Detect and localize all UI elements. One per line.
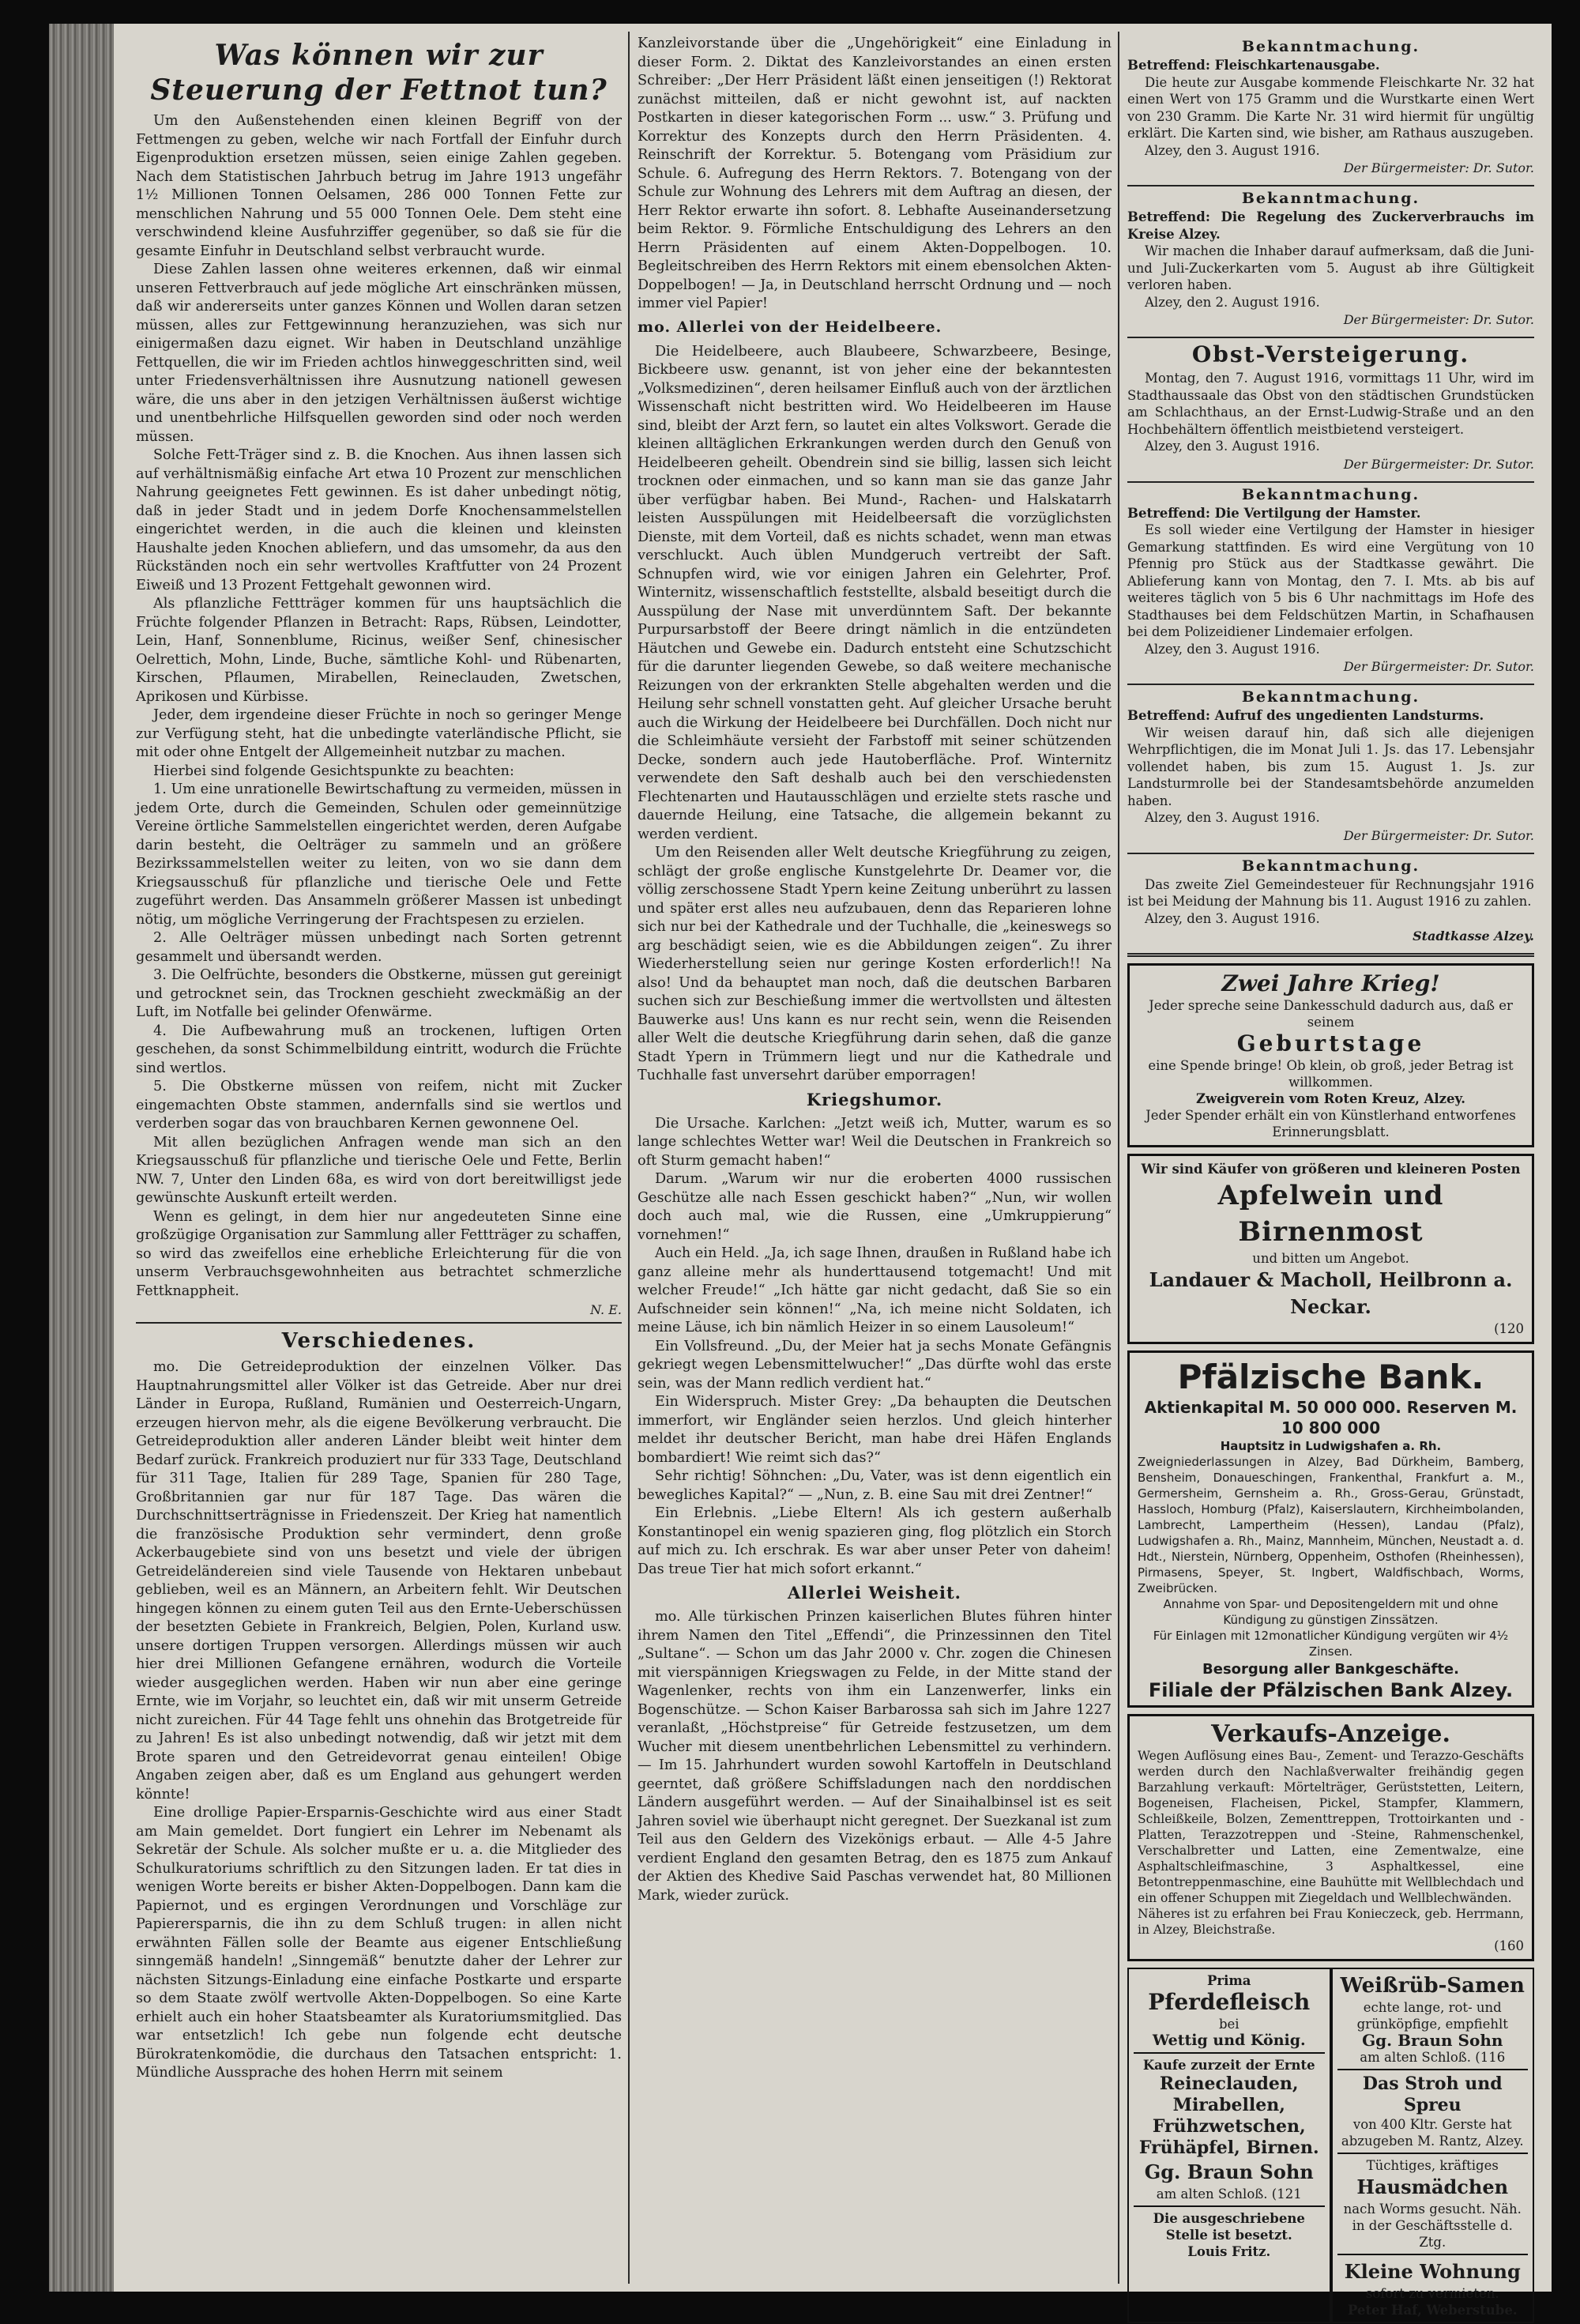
paragraph: Sehr richtig! Söhnchen: „Du, Vater, was ist denn eigentlich ein bewegliches Kapital?“ — „Nun, z. B. eine Sau mit drei Zentner!“ (638, 1468, 1112, 1503)
ad-intro: Kaufe zurzeit der Ernte (1142, 2058, 1315, 2073)
notice-title: Bekanntmachung. (1241, 857, 1420, 875)
paragraph: Solche Fett-Träger sind z. B. die Knochen. Aus ihnen lassen sich auf verhältnismäßig einfache Art etwa 10 Prozent zur menschlichen Nahrung geeignetes Fett gewinnen. Es ist daher unbedingt nötig, daß in jeder Stadt und in jedem Dorfe Knochensammelstellen eingerichtet werden, in die auch die kleinen und kleinsten Haushalte jeden Knochen abliefern, und das umsomehr, da aus den Rückständen noch ein sehr wertvolles Kraftfutter von 24 Prozent Eiweiß und 13 Prozent Fettgehalt gewonnen wird. (136, 447, 622, 593)
ad-names: Wettig und König. (1152, 2032, 1306, 2049)
notice-title: Bekanntmachung. (1241, 485, 1420, 503)
notice-subject: Betreffend: Aufruf des ungedienten Landsturms. (1127, 708, 1484, 723)
book-binding (49, 24, 114, 2292)
paragraph: 2. Alle Oelträger müssen unbedingt nach Sorten getrennt gesammelt und übersandt werden. (136, 930, 622, 965)
paragraph: Hierbei sind folgende Gesichtspunkte zu beachten: (153, 763, 514, 779)
ad-reference: (120 (1494, 1321, 1524, 1336)
ad-title: Pferdefleisch (1148, 1989, 1311, 2015)
ad-address: am alten Schloß. (116 (1360, 2050, 1506, 2065)
ad-text: von 400 Kltr. Gerste hat abzugeben M. Rantz, Alzey. (1341, 2117, 1524, 2149)
ad-firm: Landauer & Macholl, Heilbronn a. Neckar. (1149, 1268, 1513, 1318)
notice-zucker (1127, 186, 1534, 338)
paragraph: Mit allen bezüglichen Anfragen wende man sich an den Kriegsausschuß für pflanzliche und tierische Oele und Fette, Berlin NW. 7, Unter den Linden 68a, es wird von dort bereitwilligst jede gewünschte Auskunft erteilt werden. (136, 1134, 622, 1206)
notice-text: Es soll wieder eine Vertilgung der Hamster in hiesiger Gemarkung stattfinden. Es wird eine Vergütung von 10 Pfennig pro Stück aus der Stadtkasse gewährt. Die Ablieferung kann von Montag, den 7. I. Mts. ab bis auf weiteres täglich von 5 bis 6 Uhr nachmittags im Hofe des Stadthauses bei dem Feldschützen Martin, in Schafhausen bei dem Polizeidiener Lindemaier erfolgen. (1127, 522, 1534, 639)
notice-date: Alzey, den 2. August 1916. (1145, 294, 1320, 310)
ad-firm: Gg. Braun Sohn (1144, 2160, 1314, 2183)
ad-capital: Aktienkapital M. 50 000 000. Reserven M. 10 800 000 (1144, 1398, 1518, 1437)
ad-divider (1134, 2052, 1325, 2054)
notice-signature: Der Bürgermeister: Dr. Sutor. (1343, 659, 1534, 674)
paragraph: Eine drollige Papier-Ersparnis-Geschichte wird aus einer Stadt am Main gemeldet. Dort fungiert ein Lehrer im Nebenamt als Sekretär der Schule. Als solcher mußte er u. a. die Mitglieder des Schulkuratoriums schriftlich zu den Sitzungen laden. Er tat dies in wenigen Worte bereits er bisher Akten-Doppelbogen. Dann kam die Papiernot, und es ergingen Verordnungen und Vorschläge zur Papierersparnis, die ihn zu dem Schluß trugen: in allen nicht erwähnten Fällen solle der Beamte aus eigener Entschließung sinngemäß handeln! „Sinngemäß“ benutzte daher der Lehrer zur nächsten Sitzungs-Einladung eine einfache Postkarte und ersparte so dem Staate zwölf wertvolle Akten-Doppelbogen. So eine Karte erhielt auch ein hoher Staatsbeamter als Kuratoriumsmitglied. Das war entsetzlich! Ich gebe nun folgende echt deutsche Bürokratenkomödie, die durchaus den Tatsachen entspricht: 1. Mündliche Aussprache des hohen Herrn mit seinem (136, 1805, 622, 2081)
ad-title: Weißrüb-Samen (1340, 1974, 1525, 1998)
ad-divider (1337, 2153, 1529, 2154)
notice-subject: Betreffend: Fleischkartenausgabe. (1127, 58, 1380, 73)
paragraph: 4. Die Aufbewahrung muß an trockenen, luftigen Orten geschehen, da sonst Schimmelbildung eintritt, wodurch die Früchte sind wertlos. (136, 1023, 622, 1076)
notice-hamster (1127, 483, 1534, 686)
notice-date: Alzey, den 3. August 1916. (1145, 910, 1320, 926)
notice-text: Das zweite Ziel Gemeindesteuer für Rechnungsjahr 1916 ist bei Meidung der Mahnung bis 11. August 1916 zu zahlen. (1127, 876, 1534, 909)
notice-obst-versteigerung (1127, 338, 1534, 483)
paragraph: 1. Um eine unrationelle Bewirtschaftung zu vermeiden, müssen in jedem Orte, durch die Gemeinden, Schulen oder gemeinnützige Vereine örtliche Sammelstellen eingerichtet werden, deren Aufgabe darin besteht, die Oelträger zu sammeln und an größere Bezirkssammelstellen weiter zu leiten, von wo sie dann dem Kriegsausschuß für pflanzliche und tierische Oele und Fette zugeführt werden. Das Ansammeln größerer Massen ist unbedingt nötig, um mögliche Verringerung der Frachtspesen zu erzielen. (136, 782, 622, 928)
paragraph: Ein Erlebnis. „Liebe Eltern! Als ich gestern außerhalb Konstantinopel ein wenig spazieren ging, flog plötzlich ein Storch auf mich zu. Ich erschrak. Es war aber unser Peter von daheim! Das treue Tier hat mich sofort erkannt.“ (638, 1505, 1112, 1577)
ad-text: Für Einlagen mit 12monatlicher Kündigung vergüten wir 4½ Zinsen. (1153, 1629, 1509, 1659)
ad-title: Hausmädchen (1356, 2175, 1509, 2198)
ad-items: Reineclauden, Mirabellen, Frühzwetschen, Frühäpfel, Birnen. (1138, 2074, 1319, 2158)
notice-title: Obst-Versteigerung. (1191, 341, 1470, 367)
ad-text: Die ausgeschriebene Stelle ist besetzt. (1153, 2211, 1305, 2243)
notice-fleischkarten (1127, 35, 1534, 186)
section-heading-weisheit: Allerlei Weisheit. (788, 1583, 961, 1603)
notice-signature: Der Bürgermeister: Dr. Sutor. (1343, 312, 1534, 327)
ad-title: Das Stroh und Spreu (1362, 2074, 1503, 2115)
notice-subject: Betreffend: Die Regelung des Zuckerverbrauchs im Kreise Alzey. (1127, 209, 1534, 242)
section-heading-kriegshumor: Kriegshumor. (806, 1089, 943, 1109)
notice-title: Bekanntmachung. (1241, 190, 1420, 207)
ad-branches: Zweigniederlassungen in Alzey, Bad Dürkheim, Bamberg, Bensheim, Donaueschingen, Frankenthal, Frankfurt a. M., Germersheim, Gernsheim a. Rh., Gross-Gerau, Grünstadt, Hassloch, Homburg (Pfalz), Kaiserslautern, Kirchheimbolanden, Lambrecht, Lampertheim (Hessen), Landau (Pfalz), Ludwigshafen a. Rh., Mainz, Mannheim, München, Neustadt a. d. Hdt., Nierstein, Nürnberg, Oppenheim, Osthofen (Rheinhessen), Pirmasens, Speyer, St. Ingbert, Waldfischbach, Worms, Zweibrücken. (1138, 1455, 1524, 1595)
ad-apfelwein (1127, 1154, 1534, 1344)
paragraph: mo. Die Getreideproduktion der einzelnen Völker. Das Hauptnahrungsmittel aller Völker ist das Getreide. Aber nur drei Länder in Europa, Rußland, Rumänien und Oesterreich-Ungarn, erzeugen hiervon mehr, als die eigene Bevölkerung verbraucht. Die Getreideproduktion aller anderen Länder bleibt weit hinter dem Bedarf zurück. Frankreich produziert nur für 333 Tage, Deutschland für 311 Tage, Italien für 289 Tage, Spanien für 280 Tage, Großbritannien gar nur für 187 Tage. Das wären die Durchschnittserträgnisse in Friedenszeit. Der Krieg hat namentlich die französische Produktion sehr vermindert, denn große Ackerbaugebiete sind von uns besetzt und viele der übrigen Getreideländereien sind viele Tausende von Hektaren unbebaut geblieben, weil es an Männern, an Arbeitern fehlt. Wir Deutschen hingegen können zu einem guten Teil aus den Ernte-Ueberschüssen der besetzten Gebiete in Frankreich, Belgien, Polen, Kurland usw. unsere dortigen Truppen versorgen. Allerdings müssen wir auch hier drei Millionen Gefangene ernähren, wodurch die Vorteile wieder ausgeglichen werden. Haben wir nun aber eine geringe Ernte, wie im Vorjahr, so leuchtet ein, daß wir mit unserm Getreide nicht zureichen. Für 44 Tage fehlt uns ohnehin das Brotgetreide für zu Jahren! Es ist also unbedingt notwendig, daß wir jetzt mit dem Brote sparen und den Getreidevorrat genau einteilen! Obige Angaben zeigen aber, daß es um England aus gehungert werden könnte! (136, 1359, 622, 1802)
section-divider (136, 1322, 622, 1324)
paragraph: 3. Die Oelfrüchte, besonders die Obstkerne, müssen gut gereinigt und getrocknet sein, das Trocknen geschieht zweckmäßig an der Luft, im Notfalle bei gelinder Ofenwärme. (136, 967, 622, 1020)
notice-date: Alzey, den 3. August 1916. (1145, 641, 1320, 657)
notice-date: Alzey, den 3. August 1916. (1145, 439, 1320, 454)
ad-text: sofort zu vermieten. (1365, 2286, 1499, 2301)
ad-address: am alten Schloß. (121 (1156, 2187, 1302, 2202)
newspaper-page (49, 24, 1552, 2318)
ad-text: Wegen Auflösung eines Bau-, Zement- und Terazzo-Geschäfts werden durch den Nachlaßverwalter freihändig gegen Barzahlung verkauft: Mörtelträger, Gerüststetten, Leitern, Bogeneisen, Flacheisen, Pickel, Stampfer, Klammern, Schleißkeile, Bolzen, Zementtreppen, Trottoirkanten und -Platten, Terazzotreppen und -Steine, Rahmenschenkel, Verschalbretter und Latten, eine Zementwalze, eine Asphaltschleifmaschine, 3 Asphaltkessel, eine Betontreppenmaschine, eine Bauhütte mit Wellblechdach und ein offener Schuppen mit Ziegeldach und Wellblechwänden. (1138, 1749, 1524, 1905)
ad-title: Apfelwein und Birnenmost (1217, 1180, 1444, 1248)
article-heading-fettnot: Was können wir zur Steuerung der Fettnot tun? (150, 39, 608, 107)
ad-name: Peter Haf, Weberstube. (1347, 2303, 1518, 2318)
notice-signature: Der Bürgermeister: Dr. Sutor. (1343, 827, 1534, 843)
paragraph: Auch ein Held. „Ja, ich sage Ihnen, draußen in Rußland habe ich ganz alleine mehr als hunderttausend totgemacht! Und mit welcher Freude!“ „Ich hätte gar nicht gedacht, daß Sie so ein Aufschneider sein können!“ „Na, ich meine nicht Soldaten, ich meine Läuse, ich bin nämlich Heizer in so einem Lausoleum!“ (638, 1245, 1112, 1335)
ad-name: Louis Fritz. (1187, 2244, 1271, 2259)
paragraph: Ein Widerspruch. Mister Grey: „Da behaupten die Deutschen immerfort, wir Engländer seien herzlos. Und gleich hinterher meldet ihr deutscher Bericht, man habe drei Häfen Englands bombardiert! Wie reimt sich das?“ (638, 1394, 1112, 1466)
ad-firm: Gg. Braun Sohn (1362, 2031, 1503, 2050)
article-signature: N. E. (590, 1302, 622, 1317)
ad-organization: Zweigverein vom Roten Kreuz, Alzey. (1196, 1091, 1465, 1106)
notice-date: Alzey, den 3. August 1916. (1145, 810, 1320, 825)
notice-text: Montag, den 7. August 1916, vormittags 11 Uhr, wird im Stadthaussaale das Obst von den städtischen Grundstücken am Schlachthaus, an der Ernst-Ludwig-Straße und an den Hochbehältern öffentlich meistbietend versteigert. (1127, 371, 1534, 437)
ad-text: Besorgung aller Bankgeschäfte. (1202, 1661, 1459, 1678)
ad-text: echte lange, rot- und grünköpfige, empfiehlt (1356, 2000, 1508, 2032)
ad-text: Jeder spreche seine Dankesschuld dadurch aus, daß er seinem (1149, 998, 1513, 1030)
ad-kicker: Prima (1206, 1973, 1251, 1988)
paragraph: Um den Außenstehenden einen kleinen Begriff von der Fettmengen zu geben, welche wir nach Fortfall der Einfuhr durch Eigenproduktion ersetzen müssen, seien einige Zahlen gegeben. Nach dem Statistischen Jahrbuch betrug im Jahre 1913 ungefähr 1½ Millionen Tonnen Oelsamen, 286 000 Tonnen Fette zur menschlichen Nahrung und 55 000 Tonnen Oele. Dem steht eine verschwindend kleine Ausfuhrziffer gegenüber, so daß sie für die gesamte Einfuhr in Deutschland selbst verbraucht wurde. (136, 113, 622, 259)
section-heading-verschiedenes: Verschiedenes. (281, 1329, 476, 1353)
ad-title: Verkaufs-Anzeige. (1211, 1720, 1450, 1748)
notice-text: Wir machen die Inhaber darauf aufmerksam, daß die Juni- und Juli-Zuckerkarten vom 5. August ab ihre Gültigkeit verloren haben. (1127, 243, 1534, 292)
ad-column-left (1127, 1968, 1331, 2323)
paragraph: Diese Zahlen lassen ohne weiteres erkennen, daß wir einmal unseren Fettverbrauch auf jede mögliche Art einschränken müssen, daß wir andererseits unter ganzes Können und Wollen daran setzen müssen, alles zur Fettgewinnung heranzuziehen, was sich nur einigermaßen dazu eignet. Wir haben in Deutschland unzählige Fettquellen, die wir im Frieden achtlos hinweggeschritten sind, weil unter Friedensverhältnissen ihre Ausnutzung nationell gewesen wäre, die uns aber in den jetzigen Verhältnissen äußerst wichtige und unentbehrliche Hilfsquellen geworden sind oder noch werden müssen. (136, 262, 622, 445)
ad-divider (1337, 2254, 1529, 2255)
article-heading-heidelbeere: mo. Allerlei von der Heidelbeere. (638, 318, 942, 336)
ad-text: bei (1218, 2017, 1240, 2032)
notice-title: Bekanntmachung. (1241, 38, 1420, 55)
ad-text: nach Worms gesucht. Näh. in der Geschäftsstelle d. Ztg. (1343, 2202, 1522, 2250)
notice-title: Bekanntmachung. (1241, 688, 1420, 706)
paragraph: Wenn es gelingt, in dem hier nur angedeuteten Sinne eine großzügige Organisation zur Sammlung aller Fettträger zu schaffen, so wird das zweifellos eine erhebliche Erleichterung für die von unserm Verbrauchsgewohnheiten aus betrachtet schmerzliche Fettknappheit. (136, 1208, 622, 1299)
notice-date: Alzey, den 3. August 1916. (1145, 142, 1320, 158)
notice-signature: Stadtkasse Alzey. (1413, 928, 1534, 944)
ad-contact: Näheres ist zu erfahren bei Frau Konieczeck, geb. Herrmann, in Alzey, Bleichstraße. (1138, 1907, 1524, 1937)
ad-zwei-jahre-krieg (1127, 963, 1534, 1147)
ad-title: Zwei Jahre Krieg! (1221, 970, 1440, 996)
ad-divider (1134, 2205, 1325, 2207)
paragraph: mo. Alle türkischen Prinzen kaiserlichen Blutes führen hinter ihrem Namen den Titel „Effendi“, die Prinzessinnen den Titel „Sultane“. — Schon um das Jahr 2000 v. Chr. zogen die Chinesen mit vierspännigen Kriegswagen zu Felde, in der Mitte stand der Wagenlenker, rechts von ihm ein Lanzenwerfer, links ein Bogenschütze. — Schon Kaiser Barbarossa sah sich im Jahre 1227 veranlaßt, „Höchstpreise“ für Getreide festzusetzen, um dem Wucher mit diesem unentbehrlichen Lebensmittel zu verhindern. — Im 15. Jahrhundert wurden sowohl Kartoffeln in Deutschland geerntet, daß größere Schiffsladungen nach den norddischen Ländern ausgeführt werden. — Auf der Sinaihalbinsel ist es seit Jahren soviel wie überhaupt nicht geregnet. Der Suezkanal ist zum Teil aus den Geldern des Vizekönigs erbaut. — Alle 4-5 Jahre verdient England den gesamten Betrag, den es 1875 zum Ankauf der Aktien des Khedive Said Paschas verwendet hat, 80 Millionen Mark, wieder zurück. (638, 1609, 1112, 1904)
ad-intro: Tüchtiges, kräftiges (1366, 2158, 1499, 2173)
column-rule (628, 32, 630, 2284)
ad-title: Kleine Wohnung (1344, 2260, 1521, 2283)
ad-branch: Filiale der Pfälzischen Bank Alzey. (1148, 1679, 1514, 1701)
ad-text: Annahme von Spar- und Depositengeldern mit und ohne Kündigung zu günstigen Zinssätzen. (1163, 1597, 1499, 1627)
ad-text: Jeder Spender erhält ein von Künstlerhand entworfenes Erinnerungsblatt. (1146, 1108, 1516, 1139)
column-left (136, 35, 622, 2279)
ad-verkaufs-anzeige (1127, 1714, 1534, 1961)
paragraph: Darum. „Warum wir nur die eroberten 4000 russischen Geschütze alle nach Essen geschickt haben?“ „Nun, wir wollen doch auch mal, wie die Russen, eine „Umkruppierung“ vornehmen!“ (638, 1171, 1112, 1243)
ad-pfaelzische-bank (1127, 1350, 1534, 1708)
ad-column-right (1331, 1968, 1535, 2323)
paragraph: Kanzleivorstande über die „Ungehörigkeit“ eine Einladung in dieser Form. 2. Diktat des Kanzleivorstandes an einen ersten Schreiber: „Der Herr Präsident läßt einen jenseitigen (!) Rektorat zunächst mitteilen, daß er nicht gewohnt ist, auf nackten Postkarten in dieser kategorischen Form ... usw.“ 3. Prüfung und Korrektur des Konzepts durch den Herrn Präsidenten. 4. Reinschrift der Korrektur. 5. Botengang vom Präsidium zur Schule. 6. Aufregung des Herrn Rektors. 7. Botengang von der Schule zur Wohnung des Lehrers mit dem Auftrag an diesen, der Herr Rektor erwarte ihn sofort. 8. Lebhafte Auseinandersetzung beim Rektor. 9. Förmliche Entschuldigung des Lehrers an den Herrn Präsidenten auf einem Akten-Doppelbogen. 10. Begleitschreiben des Herrn Rektors mit einem ebensolchen Akten-Doppelbogen! — Ja, in Deutschland herrscht Ordnung und — noch immer viel Papier! (638, 36, 1112, 311)
notice-subject: Betreffend: Die Vertilgung der Hamster. (1127, 505, 1421, 521)
paragraph: Jeder, dem irgendeine dieser Früchte in noch so geringer Menge zur Verfügung steht, hat die unbedingte vaterländische Pflicht, sie mit oder ohne Entgelt der Allgemeinheit nutzbar zu machen. (136, 707, 622, 760)
ad-row-small (1127, 1968, 1534, 2323)
paragraph: 5. Die Obstkerne müssen von reifem, nicht mit Zucker eingemachten Obste stammen, andernfalls sind sie wertlos und verderben sogar das von brauchbaren Kernen gewonnene Oel. (136, 1079, 622, 1132)
ad-text: und bitten um Angebot. (1252, 1251, 1409, 1266)
notice-landsturm (1127, 685, 1534, 854)
paragraph: Um den Reisenden aller Welt deutsche Kriegführung zu zeigen, schlägt der große englische Kunstgelehrte Dr. Deamer vor, die völlig zerschossene Stadt Ypern keine Zeitung unberührt zu lassen und später erst alles neu aufzubauen, denn das Reparieren lohne sich nur bei der Kathedrale und der Tuchhalle, die „keineswegs so arg beschädigt seien, wie es die Abbildungen zeigen“. Zu ihrer Wiederherstellung seien nur geringe Kosten erforderlich!! Na also! Und da behauptet man noch, daß die deutschen Barbaren suchen sich zur Beschießung immer die wertvollsten und ältesten Bauwerke aus! Uns kann es nur recht sein, wenn die Reisenden aller Welt die deutsche Kriegführung darin sehen, daß die ganze Stadt Ypern in Trümmern liegt und nur die Kathedrale und Tuchhalle fast unversehrt darüber emporragen! (638, 845, 1112, 1083)
notice-signature: Der Bürgermeister: Dr. Sutor. (1343, 160, 1534, 175)
paragraph: Als pflanzliche Fettträger kommen für uns hauptsächlich die Früchte folgender Pflanzen in Betracht: Raps, Rübsen, Leindotter, Lein, Hanf, Sonnenblume, Ricinus, weißer Senf, chinesischer Oelrettich, Mohn, Linde, Buche, sämtliche Kohl- und Rübenarten, Kirschen, Pflaumen, Mirabellen, Reineclauden, Zwetschen, Aprikosen und Kürbisse. (136, 596, 622, 705)
ad-intro: Wir sind Käufer von größeren und kleineren Posten (1141, 1162, 1521, 1177)
paragraph: Ein Vollsfreund. „Du, der Meier hat ja sechs Monate Gefängnis gekriegt wegen Lebensmittelwucher!“ „Das dürfte wohl das erste sein, was der Mann redlich verdient hat.“ (638, 1338, 1112, 1392)
ad-subtitle: Geburtstage (1236, 1030, 1425, 1057)
ad-divider (1337, 2069, 1529, 2070)
notice-signature: Der Bürgermeister: Dr. Sutor. (1343, 456, 1534, 472)
paragraph: Die Heidelbeere, auch Blaubeere, Schwarzbeere, Besinge, Bickbeere usw. genannt, ist von jeher eine der bekanntesten „Volksmedizinen“, deren heilsamer Einfluß auch von der ärztlichen Wissenschaft nicht bestritten wird. Wo Heidelbeeren im Hause sind, bleibt der Arzt fern, so lautet ein altes Volkswort. Gerade die kleinen alltäglichen Erkrankungen werden durch den Genuß von Heidelbeeren geheilt. Obendrein sind sie billig, lassen sich leicht trocknen oder einmachen, und so kann man sie das ganze Jahr über verfügbar haben. Bei Mund-, Rachen- und Halskatarrh leisten Ausspülungen mit Heidelbeersaft die vorzüglichsten Dienste, mit dem Vorteil, daß es nichts schadet, wenn man etwas verschluckt. Auch üblen Mundgeruch vertreibt der Saft. Schnupfen wird, wie vor einigen Jahren ein Gelehrter, Prof. Winternitz, wissenschaftlich feststellte, alsbald beseitigt durch die Ausspülung der Nase mit unverdünntem Saft. Der bekannte Purpursarbstoff der Beere dringt nämlich in die entzündeten Häutchen und Gewebe ein. Dadurch entsteht eine Schutzschicht für die darunter liegenden Gewebe, so daß weitere mechanische Reizungen von der erkrankten Stelle abgehalten werden und die Heilung sehr schnell vonstatten geht. Auf gleicher Ursache beruht auch die Wirkung der Heidelbeere bei Durchfällen. Doch nicht nur die Schleimhäute versieht der Farbstoff mit seiner schützenden Decke, sondern auch jede Hautoberfläche. Prof. Winternitz verwendete den Saft deshalb auch bei den verschiedensten Flechtenarten und Hautausschlägen und erzielte stets rasche und dauernde Heilung, eine Tatsache, die allgemein bekannt zu werden verdient. (638, 343, 1112, 842)
paragraph: Die Ursache. Karlchen: „Jetzt weiß ich, Mutter, warum es so lange schlechtes Wetter war! Weil die Deutschen in Frankreich so oft Sturm gemacht haben!“ (638, 1115, 1112, 1169)
notice-gemeindesteuer (1127, 854, 1534, 958)
column-middle (638, 35, 1112, 2279)
ad-reference: (160 (1494, 1938, 1524, 1953)
notice-text: Die heute zur Ausgabe kommende Fleischkarte Nr. 32 hat einen Wert von 175 Gramm und die Wurstkarte einen Wert von 230 Gramm. Die Karte Nr. 31 wird hiermit für ungültig erklärt. Die Karten sind, wie bisher, am Rathaus auszugeben. (1127, 74, 1534, 141)
ad-text: eine Spende bringe! Ob klein, ob groß, jeder Betrag ist willkommen. (1148, 1058, 1514, 1090)
ad-headquarters: Hauptsitz in Ludwigshafen a. Rh. (1220, 1439, 1442, 1453)
notice-text: Wir weisen darauf hin, daß sich alle diejenigen Wehrpflichtigen, die im Monat Juli 1. Js. das 17. Lebensjahr vollendet haben, bis zum 15. August 1. Js. zur Landsturmrolle bei der Standesamtsbehörde anzumelden haben. (1127, 725, 1534, 808)
column-rule (1118, 32, 1119, 2284)
column-right (1127, 35, 1534, 2318)
ad-title: Pfälzische Bank. (1177, 1358, 1484, 1396)
